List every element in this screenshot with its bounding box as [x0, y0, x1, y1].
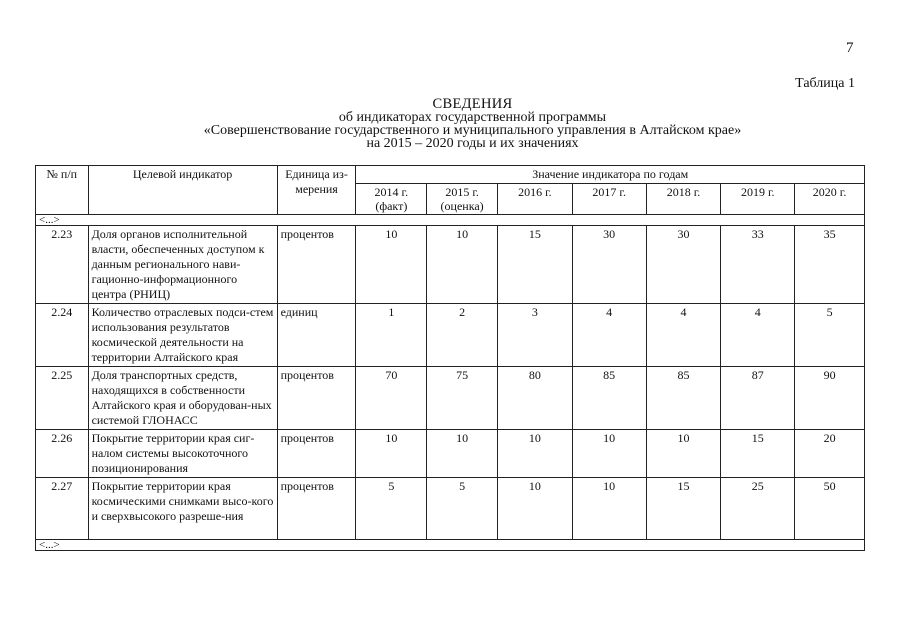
header-unit: Единица из- мерения: [277, 166, 356, 215]
row-value: 10: [356, 430, 427, 478]
row-value: 10: [572, 430, 646, 478]
header-year: 2015 г. (оценка): [427, 184, 498, 215]
row-value: 4: [721, 304, 795, 367]
header-year: 2019 г.: [721, 184, 795, 215]
row-value: 85: [646, 367, 721, 430]
header-row: [36, 166, 865, 184]
table-row: [36, 478, 865, 540]
header-year: 2016 г.: [497, 184, 572, 215]
row-unit: процентов: [277, 478, 356, 540]
row-value: 80: [497, 367, 572, 430]
header-year: 2014 г. (факт): [356, 184, 427, 215]
table-row: [36, 304, 865, 367]
ellipsis-marker: <...>: [36, 540, 865, 551]
header-indicator: Целевой индикатор: [88, 166, 277, 215]
row-value: 5: [356, 478, 427, 540]
row-indicator: Покрытие территории края сиг-налом системы высокоточного позиционирования: [88, 430, 277, 478]
ellipsis-row-bottom: [36, 540, 865, 551]
row-value: 10: [497, 430, 572, 478]
ellipsis-row-top: [36, 215, 865, 226]
row-value: 15: [646, 478, 721, 540]
row-indicator: Доля органов исполнительной власти, обеспеченных доступом к данным регионального нави-гационно-информационного центра (РНИЦ): [88, 226, 277, 304]
row-number: 2.27: [36, 478, 89, 540]
table-row: [36, 430, 865, 478]
row-value: 30: [646, 226, 721, 304]
row-unit: процентов: [277, 226, 356, 304]
row-value: 5: [795, 304, 865, 367]
indicators-table: [35, 165, 865, 551]
heading-period: на 2015 – 2020 годы и их значениях: [366, 136, 579, 151]
row-value: 10: [646, 430, 721, 478]
row-value: 10: [427, 226, 498, 304]
header-num: № п/п: [36, 166, 89, 215]
row-number: 2.24: [36, 304, 89, 367]
header-year: 2020 г.: [795, 184, 865, 215]
row-value: 4: [572, 304, 646, 367]
row-value: 10: [356, 226, 427, 304]
row-value: 75: [427, 367, 498, 430]
row-value: 20: [795, 430, 865, 478]
heading-program-name: «Совершенствование государственного и муниципального управления в Алтайском крае»: [203, 123, 742, 138]
row-value: 90: [795, 367, 865, 430]
row-value: 50: [795, 478, 865, 540]
row-number: 2.23: [36, 226, 89, 304]
row-value: 5: [427, 478, 498, 540]
row-value: 4: [646, 304, 721, 367]
row-number: 2.25: [36, 367, 89, 430]
table-row: [36, 367, 865, 430]
header-values-by-year: Значение индикатора по годам: [356, 166, 865, 184]
heading-title: СВЕДЕНИЯ: [432, 96, 513, 112]
row-value: 70: [356, 367, 427, 430]
row-value: 10: [427, 430, 498, 478]
row-value: 25: [721, 478, 795, 540]
table-label: Таблица 1: [795, 76, 855, 91]
row-indicator: Доля транспортных средств, находящихся в собственности Алтайского края и оборудован-ных системой ГЛОНАСС: [88, 367, 277, 430]
header-year: 2018 г.: [646, 184, 721, 215]
row-indicator: Количество отраслевых подси-стем использования результатов космической деятельности на территории Алтайского края: [88, 304, 277, 367]
row-value: 35: [795, 226, 865, 304]
row-value: 85: [572, 367, 646, 430]
row-value: 15: [721, 430, 795, 478]
row-indicator: Покрытие территории края космическими снимками высо-кого и сверхвысокого разреше-ния: [88, 478, 277, 540]
row-value: 15: [497, 226, 572, 304]
row-value: 87: [721, 367, 795, 430]
row-value: 10: [572, 478, 646, 540]
page-number: 7: [846, 40, 854, 56]
row-value: 1: [356, 304, 427, 367]
table-row: [36, 226, 865, 304]
row-unit: процентов: [277, 367, 356, 430]
header-year: 2017 г.: [572, 184, 646, 215]
row-value: 10: [497, 478, 572, 540]
ellipsis-marker: <...>: [36, 215, 865, 226]
heading-subtitle: об индикаторах государственной программы: [338, 110, 607, 125]
row-unit: процентов: [277, 430, 356, 478]
row-value: 2: [427, 304, 498, 367]
row-value: 3: [497, 304, 572, 367]
row-value: 30: [572, 226, 646, 304]
row-value: 33: [721, 226, 795, 304]
document-heading: [0, 98, 905, 150]
row-unit: единиц: [277, 304, 356, 367]
row-number: 2.26: [36, 430, 89, 478]
